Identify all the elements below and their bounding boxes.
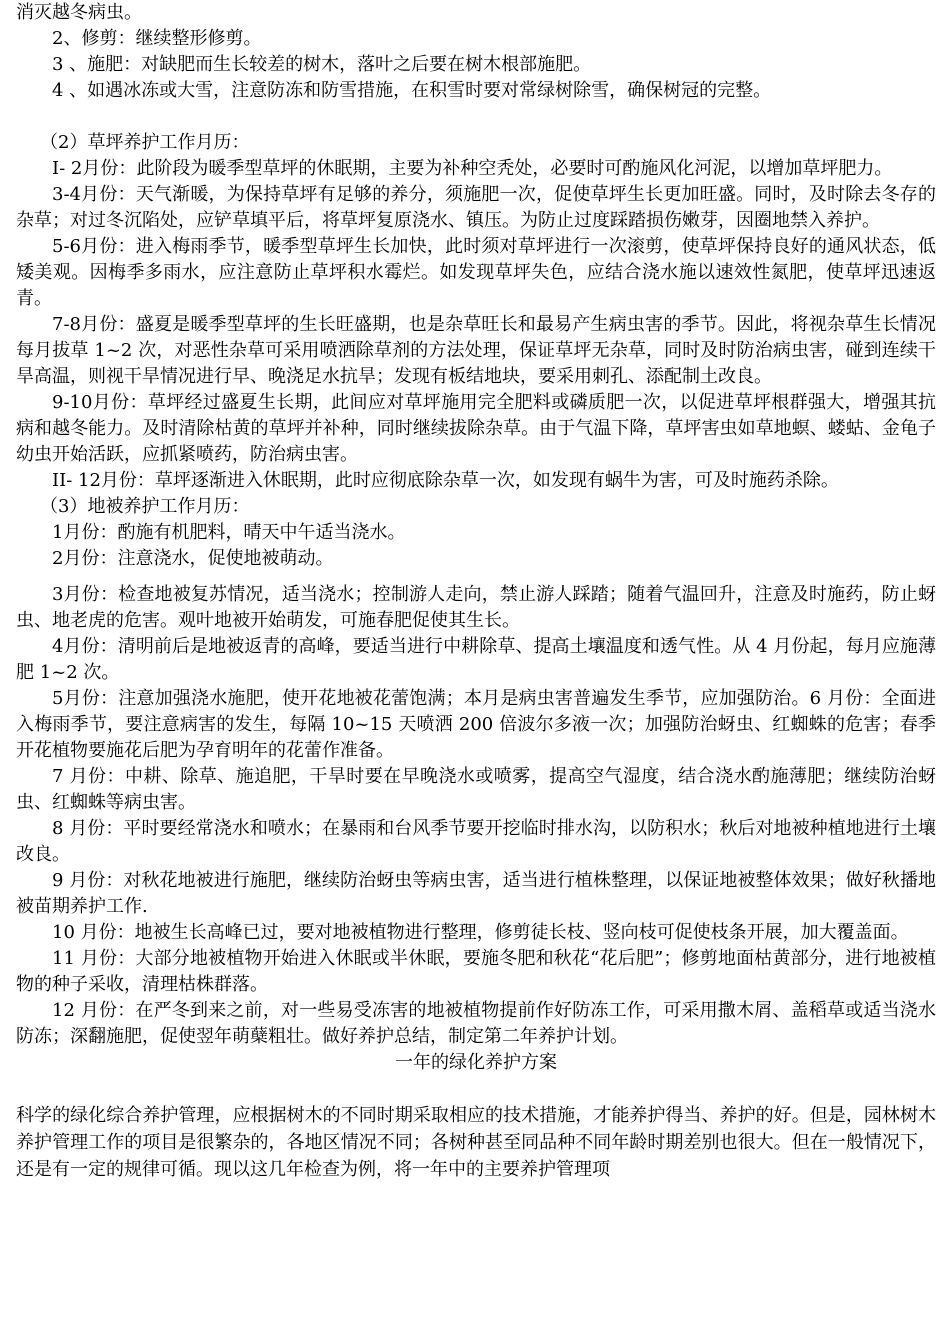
ground-item: 9 月份：对秋花地被进行施肥，继续防治蚜虫等病虫害，适当进行植株整理，以保证地被整体效果；做好秋播地被苗期养护工作.	[16, 870, 936, 917]
intro-line-3: 4 、如遇冰冻或大雪，注意防冻和防雪措施，在积雪时要对常绿树除雪，确保树冠的完整。	[52, 80, 772, 101]
lawn-item: II- 12月份：草坪逐渐进入休眠期，此时应彻底除杂草一次，如发现有蜗牛为害，可及时施药杀除。	[52, 470, 839, 491]
document-page	[16, 0, 936, 1183]
intro-line-0: 消灭越冬病虫。	[16, 2, 142, 23]
intro-line-1: 2、修剪：继续整形修剪。	[52, 28, 262, 49]
lawn-item: 3-4月份：天气渐暖，为保持草坪有足够的养分，须施肥一次，促使草坪生长更加旺盛。同时，及时除去冬存的杂草；对过冬沉陷处，应铲草填平后，将草坪复原浇水、镇压。为防止过度踩踏损伤嫩芽，因圈地禁入养护。	[16, 184, 936, 231]
ground-item: 1月份：酌施有机肥料，晴天中午适当浇水。	[52, 522, 406, 543]
ground-item: 7 月份：中耕、除草、施追肥，干旱时要在早晚浇水或喷雾，提高空气湿度，结合浇水酌施薄肥；继续防治蚜虫、红蜘蛛等病虫害。	[16, 766, 936, 813]
spacer	[16, 104, 936, 130]
ground-item: 3月份：检查地被复苏情况，适当浇水；控制游人走向，禁止游人踩踏；随着气温回升，注意及时施药，防止蚜虫、地老虎的危害。观叶地被开始萌发，可施春肥促使其生长。	[16, 584, 936, 631]
section-title: 一年的绿化养护方案	[395, 1052, 557, 1073]
intro-line-2: 3 、施肥：对缺肥而生长较差的树木，落叶之后要在树木根部施肥。	[52, 54, 592, 75]
ground-item: 8 月份：平时要经常浇水和喷水；在暴雨和台风季节要开挖临时排水沟，以防积水；秋后对地被种植地进行土壤改良。	[16, 818, 936, 865]
ground-item: 4月份：清明前后是地被返青的高峰，要适当进行中耕除草、提高土壤温度和透气性。从 4 月份起，每月应施薄肥 1~2 次。	[16, 636, 936, 683]
ground-heading: （3）地被养护工作月历：	[40, 496, 250, 517]
ground-item: 10 月份：地被生长高峰已过，要对地被植物进行整理，修剪徒长枝、竖向枝可促使枝条开展，加大覆盖面。	[52, 922, 909, 943]
lawn-heading: （2）草坪养护工作月历：	[40, 132, 250, 153]
ground-item: 11 月份：大部分地被植物开始进入休眠或半休眠，要施冬肥和秋花“花后肥”；修剪地面枯黄部分，进行地被植物的种子采收，清理枯株群落。	[16, 948, 936, 995]
closing-paragraph: 科学的绿化综合养护管理，应根据树木的不同时期采取相应的技术措施，才能养护得当、养护的好。但是，园林树木养护管理工作的项目是很繁杂的，各地区情况不同；各树种甚至同品种不同年龄时期差别也很大。但在一般情况下，还是有一定的规律可循。现以这几年检查为例，将一年中的主要养护管理项	[16, 1105, 936, 1180]
spacer	[16, 572, 936, 582]
spacer	[16, 1076, 936, 1102]
ground-item: 2月份：注意浇水，促使地被萌动。	[52, 548, 334, 569]
lawn-item: 9-10月份：草坪经过盛夏生长期，此间应对草坪施用完全肥料或磷质肥一次，以促进草坪根群强大，增强其抗病和越冬能力。及时清除枯黄的草坪并补种，同时继续拔除杂草。由于气温下降，草坪害虫如草地螟、蝼蛄、金龟子幼虫开始活跃，应抓紧喷药，防治病虫害。	[16, 392, 936, 465]
lawn-item: 7-8月份：盛夏是暖季型草坪的生长旺盛期，也是杂草旺长和最易产生病虫害的季节。因此，将视杂草生长情况每月拔草 1~2 次，对恶性杂草可采用喷洒除草剂的方法处理，保证草坪无杂草，同时及时防治病虫害，碰到连续干旱高温，则视干旱情况进行早、晚浇足水抗旱；发现有板结地块，要采用刺孔、添配制土改良。	[16, 314, 936, 387]
lawn-item: I- 2月份：此阶段为暖季型草坪的休眠期，主要为补种空秃处，必要时可酌施风化河泥，以增加草坪肥力。	[52, 158, 893, 179]
ground-item: 12 月份：在严冬到来之前，对一些易受冻害的地被植物提前作好防冻工作，可采用撒木屑、盖稻草或适当浇水防冻；深翻施肥，促使翌年萌蘖粗壮。做好养护总结，制定第二年养护计划。	[16, 1000, 936, 1047]
ground-item: 5月份：注意加强浇水施肥，使开花地被花蕾饱满；本月是病虫害普遍发生季节，应加强防治。6 月份：全面进入梅雨季节，要注意病害的发生，每隔 10~15 天喷洒 200 倍波尔多液一次；加强防治蚜虫、红蜘蛛的危害；春季开花植物要施花后肥为孕育明年的花蕾作准备。	[16, 688, 936, 761]
lawn-item: 5-6月份：进入梅雨季节，暖季型草坪生长加快，此时须对草坪进行一次滚剪，使草坪保持良好的通风状态，低矮美观。因梅季多雨水，应注意防止草坪积水霉烂。如发现草坪失色，应结合浇水施以速效性氮肥，使草坪迅速返青。	[16, 236, 936, 309]
